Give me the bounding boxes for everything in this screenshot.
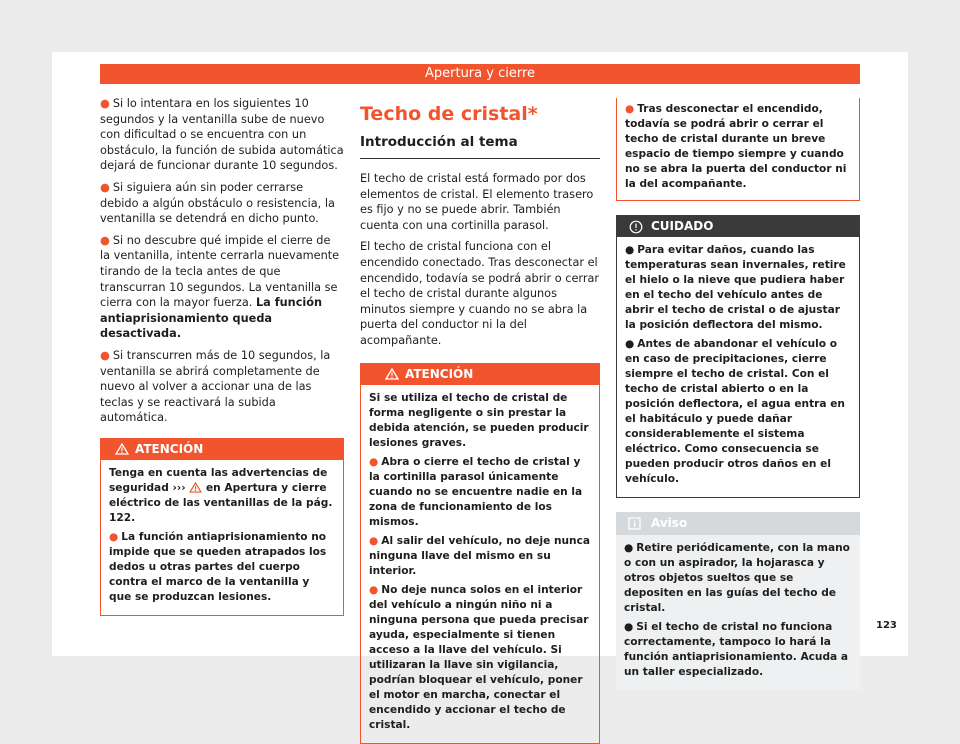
bullet-icon: ● — [625, 244, 635, 256]
bullet-icon: ● — [100, 97, 110, 110]
warning-body: Si se utiliza el techo de cristal de forma negligente o sin prestar la debida atención, se pueden producir lesiones graves. ● Abra o cierre el techo de cristal y la cortinilla parasol únicamente cuando no se encuentre nadie en la zona de funcionamiento de los mismos. ● Al salir del vehículo, no deje nunca ninguna llave del mismo en su interior. ● No deje nunca solos en el interior del vehículo a ningún niño ni a ninguna persona que pueda precisar ayuda, especialmente si tienen acceso a la llave del vehículo. Si utilizaran la llave sin vigilancia, podrían bloquear el vehículo, poner el motor en marcha, conectar el encendido y accionar el techo de cristal. — [369, 391, 591, 731]
page-number: 123 — [876, 620, 897, 631]
warning-header: ATENCIÓN — [101, 439, 343, 460]
bullet-icon: ● — [109, 530, 119, 543]
warning-triangle-icon — [385, 368, 399, 380]
note-box — [616, 512, 860, 690]
bullet-icon: ● — [369, 534, 379, 547]
section-subtitle: Introducción al tema — [360, 134, 600, 159]
warning-continuation: ● Tras desconectar el encendido, todavía se podrá abrir o cerrar el techo de cristal durante un breve espacio de tiempo siempre y cuando no se abra la puerta del conductor ni la del acompañante. — [616, 98, 860, 201]
warning-triangle-icon — [115, 443, 129, 455]
bullet-icon: ● — [625, 103, 635, 115]
bullet-icon: ● — [624, 621, 634, 633]
info-circle-icon — [629, 220, 643, 234]
column-middle — [360, 96, 600, 744]
page-header: Apertura y cierre — [100, 64, 860, 84]
bullet-icon: ● — [625, 338, 635, 350]
note-header: Aviso — [616, 512, 860, 535]
note-body: ● Retire periódicamente, con la mano o con un aspirador, la hojarasca y otros objetos sueltos que se depositen en las guías del techo de cristal. ● Si el techo de cristal no funciona correctamente, tampoco lo hará la función antiaprisionamiento. Acuda a un taller especializado. — [624, 542, 850, 678]
paragraph: ● Si no descubre qué impide el cierre de la ventanilla, intente cerrarla nuevamente tirando de la tecla antes de que transcurran 10 segundos. La ventanilla se cierra con la mayor fuerza. La función antiaprisionamiento queda desactivada. — [100, 233, 340, 341]
section-title: Techo de cristal* — [360, 103, 538, 125]
paragraph: ● Si lo intentara en los siguientes 10 segundos y la ventanilla sube de nuevo con dificultad o se encuentra con un obstáculo, la función de subida automática dejará de funcionar durante 10 segundos. — [100, 97, 344, 173]
warning-header: ATENCIÓN — [361, 364, 599, 385]
paragraph: ● Si transcurren más de 10 segundos, la ventanilla se abrirá completamente de nuevo al volver a accionar una de las teclas y se reactivará la subida automática. — [100, 348, 331, 425]
paragraph: El techo de cristal funciona con el encendido conectado. Tras desconectar el encendido, todavía se podrá abrir o cerrar el techo de cristal durante algunos minutos siempre y cuando no se abra la puerta del conductor ni la del acompañante. — [360, 240, 600, 347]
paragraph: ● Si siguiera aún sin poder cerrarse debido a algún obstáculo o resistencia, la ventanilla se detendrá en dicho punto. — [100, 180, 335, 226]
warning-triangle-icon — [189, 482, 202, 493]
bullet-icon: ● — [369, 455, 379, 468]
paragraph: El techo de cristal está formado por dos elementos de cristal. El elemento trasero es fijo y no se puede abrir. También cuenta con una cortinilla parasol. — [360, 172, 594, 232]
warning-box — [360, 363, 600, 744]
column-right — [616, 98, 860, 690]
bullet-icon: ● — [100, 348, 110, 362]
note-icon — [628, 517, 641, 530]
caution-header: CUIDADO — [617, 216, 859, 237]
warning-body: Tenga en cuenta las advertencias de seguridad ››› en Apertura y cierre eléctrico de las ventanillas de la pág. 122. ● La función antiaprisionamiento no impide que se queden atrapados los dedos u otras partes del cuerpo contra el marco de la ventanilla y que se produzcan lesiones. — [109, 466, 333, 603]
caution-body: ● Para evitar daños, cuando las temperaturas sean invernales, retire el hielo o la nieve que pudiera haber en el techo del vehículo antes de abrir el techo de cristal o de ajustar la posición deflectora del mismo. ● Antes de abandonar el vehículo o en caso de precipitaciones, cierre siempre el techo de cristal. Con el techo de cristal abierto o en la posición deflectora, el agua entra en el habitáculo y puede dañar considerablemente el sistema eléctrico. Como consecuencia se pueden producir otros daños en el vehículo. — [625, 244, 846, 485]
bullet-icon: ● — [100, 233, 110, 247]
caution-box — [616, 215, 860, 498]
bullet-icon: ● — [100, 180, 110, 194]
column-left — [100, 96, 344, 616]
warning-box — [100, 438, 344, 616]
bullet-icon: ● — [369, 583, 379, 596]
bullet-icon: ● — [624, 542, 634, 554]
